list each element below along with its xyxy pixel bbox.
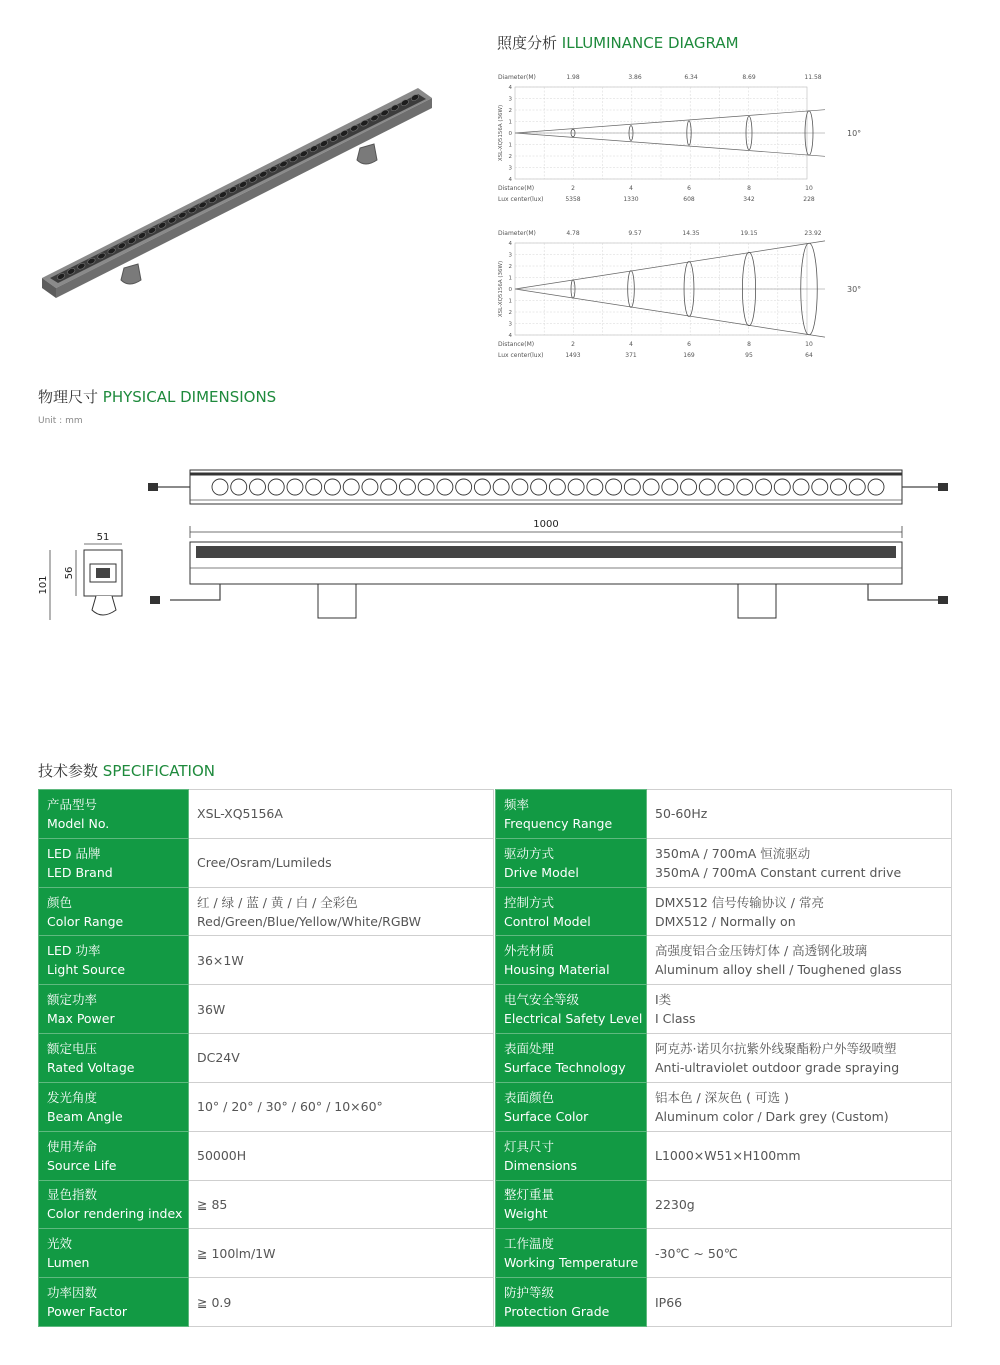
y-tick: 3 bbox=[508, 321, 512, 328]
spec-row bbox=[39, 1180, 952, 1229]
spec-key bbox=[496, 1082, 647, 1131]
spec-key-en: Power Factor bbox=[47, 1304, 128, 1320]
distance-value: 2 bbox=[571, 185, 575, 192]
y-tick: 2 bbox=[508, 264, 512, 270]
spec-key-en: Working Temperature bbox=[504, 1255, 639, 1271]
lux-values bbox=[565, 196, 815, 203]
led-lens bbox=[287, 479, 303, 495]
spec-key bbox=[39, 790, 189, 839]
spec-key-cn: 表面处理 bbox=[504, 1040, 555, 1056]
led-lens bbox=[737, 479, 753, 495]
spec-key-cn: 额定电压 bbox=[47, 1040, 98, 1056]
spec-row bbox=[39, 887, 952, 936]
spec-row bbox=[39, 1082, 952, 1131]
spec-row bbox=[39, 838, 952, 887]
diameter-label: Diameter(M) bbox=[498, 230, 536, 237]
led-lens bbox=[493, 479, 509, 495]
spec-value bbox=[647, 1229, 952, 1278]
y-tick: 2 bbox=[508, 310, 512, 316]
spec-value-line: Aluminum color / Dark grey (Custom) bbox=[655, 1108, 889, 1124]
spec-key-en: Beam Angle bbox=[47, 1108, 123, 1124]
beam-cone bbox=[515, 241, 825, 337]
lux-label: Lux center(lux) bbox=[498, 352, 544, 359]
spec-value bbox=[189, 1131, 494, 1180]
spec-value bbox=[647, 838, 952, 887]
spec-value-line: 36×1W bbox=[197, 952, 244, 968]
spec-key bbox=[496, 1131, 647, 1180]
beam-angle: 10° bbox=[847, 129, 862, 138]
spec-key-en: Surface Color bbox=[504, 1108, 589, 1124]
lux-value: 371 bbox=[625, 352, 637, 359]
connector-left bbox=[148, 483, 158, 491]
distance-value: 2 bbox=[571, 341, 575, 348]
spec-value bbox=[189, 1034, 494, 1083]
spec-table-body bbox=[39, 790, 952, 1327]
spec-value-line: Aluminum alloy shell / Toughened glass bbox=[655, 962, 902, 978]
dimension-drawing bbox=[30, 440, 970, 640]
illuminance-title-en: ILLUMINANCE DIAGRAM bbox=[561, 34, 739, 52]
spec-key-cn: 驱动方式 bbox=[504, 845, 555, 861]
spec-key-en: Lumen bbox=[47, 1255, 90, 1271]
led-lens bbox=[831, 479, 847, 495]
spec-value bbox=[647, 1131, 952, 1180]
y-tick: 4 bbox=[508, 241, 512, 247]
spec-value-line: Anti-ultraviolet outdoor grade spraying bbox=[655, 1059, 900, 1075]
led-lens bbox=[249, 479, 265, 495]
diameter-values bbox=[566, 230, 821, 237]
height-dimension: 101 bbox=[38, 575, 49, 595]
spec-key-en: Rated Voltage bbox=[47, 1059, 135, 1075]
spec-title-en: SPECIFICATION bbox=[102, 762, 215, 780]
spec-key bbox=[496, 838, 647, 887]
y-tick: 1 bbox=[508, 275, 512, 282]
lux-label: Lux center(lux) bbox=[498, 196, 544, 203]
top-view bbox=[148, 470, 948, 504]
led-lens bbox=[418, 479, 434, 495]
product-photo bbox=[38, 85, 438, 305]
spec-value bbox=[189, 887, 494, 936]
distance-value: 4 bbox=[629, 185, 633, 192]
spec-row bbox=[39, 936, 952, 985]
spec-value bbox=[647, 1082, 952, 1131]
spec-key-cn: 工作温度 bbox=[504, 1236, 555, 1252]
spec-key-cn: 使用寿命 bbox=[47, 1138, 98, 1154]
distance-value: 6 bbox=[687, 185, 691, 192]
beam-cone bbox=[515, 110, 825, 157]
lux-value: 95 bbox=[745, 352, 753, 359]
led-lens bbox=[268, 479, 284, 495]
spec-key bbox=[39, 1082, 189, 1131]
y-tick: 1 bbox=[508, 142, 512, 149]
led-lens bbox=[868, 479, 884, 495]
y-ticks bbox=[509, 85, 513, 183]
spec-key-en: LED Brand bbox=[47, 864, 113, 880]
spec-value bbox=[647, 1034, 952, 1083]
spec-value-line: 36W bbox=[197, 1001, 226, 1017]
spec-key-cn: 防护等级 bbox=[504, 1285, 555, 1301]
lux-value: 228 bbox=[803, 196, 815, 203]
spec-key-cn: 产品型号 bbox=[47, 796, 98, 812]
distance-value: 8 bbox=[747, 341, 751, 348]
led-lens bbox=[793, 479, 809, 495]
spec-row bbox=[39, 985, 952, 1034]
diameter-value: 23.92 bbox=[804, 230, 822, 237]
spec-key bbox=[39, 887, 189, 936]
y-tick: 0 bbox=[508, 131, 512, 137]
spec-row bbox=[39, 1131, 952, 1180]
spec-key-cn: 光效 bbox=[47, 1236, 73, 1252]
photo-bracket-right bbox=[357, 144, 377, 164]
led-lens bbox=[212, 479, 228, 495]
distance-label: Distance(M) bbox=[498, 341, 535, 348]
y-ticks bbox=[509, 241, 513, 339]
spec-value-line: -30℃ ~ 50℃ bbox=[655, 1245, 738, 1261]
spec-value bbox=[189, 790, 494, 839]
spec-key-cn: 功率因数 bbox=[47, 1285, 98, 1301]
spec-value-line: 50000H bbox=[197, 1148, 247, 1164]
led-lens bbox=[437, 479, 453, 495]
distance-value: 10 bbox=[805, 341, 813, 348]
spec-table bbox=[38, 789, 952, 1327]
led-lens bbox=[324, 479, 340, 495]
spec-key-en: Max Power bbox=[47, 1011, 115, 1027]
diameter-value: 1.98 bbox=[566, 74, 580, 81]
spec-key bbox=[496, 1180, 647, 1229]
spec-key-en: Weight bbox=[504, 1206, 548, 1222]
spec-row bbox=[39, 1229, 952, 1278]
spec-value bbox=[647, 985, 952, 1034]
spec-value bbox=[647, 790, 952, 839]
y-tick: 4 bbox=[508, 85, 512, 91]
lux-value: 5358 bbox=[565, 196, 581, 203]
spec-key bbox=[39, 1180, 189, 1229]
spec-value bbox=[189, 1278, 494, 1327]
y-tick: 4 bbox=[508, 177, 512, 183]
spec-value bbox=[189, 838, 494, 887]
spec-value-line: 50-60Hz bbox=[655, 806, 708, 822]
diameter-label: Diameter(M) bbox=[498, 74, 536, 81]
spec-key-en: Control Model bbox=[504, 913, 591, 929]
spec-key-en: Light Source bbox=[47, 962, 126, 978]
spec-value-line: XSL-XQ5156A bbox=[197, 806, 283, 822]
spec-value bbox=[647, 887, 952, 936]
cable-plug-left bbox=[150, 596, 160, 604]
beam-angle: 30° bbox=[847, 285, 862, 294]
spec-key-cn: 整灯重量 bbox=[504, 1187, 555, 1203]
connector-right bbox=[938, 483, 948, 491]
spec-key bbox=[39, 1034, 189, 1083]
spec-key-cn: 频率 bbox=[504, 796, 530, 812]
spec-key-en: Surface Technology bbox=[504, 1059, 626, 1075]
spec-key-cn: 控制方式 bbox=[504, 894, 555, 910]
spec-value-line: 10° / 20° / 30° / 60° / 10×60° bbox=[197, 1099, 383, 1115]
spec-value-line: IP66 bbox=[655, 1294, 683, 1310]
spec-value bbox=[647, 936, 952, 985]
led-lens bbox=[662, 479, 678, 495]
led-lens bbox=[231, 479, 247, 495]
led-lens bbox=[849, 479, 865, 495]
diameter-value: 4.78 bbox=[566, 230, 580, 237]
lux-value: 169 bbox=[683, 352, 695, 359]
y-tick: 3 bbox=[508, 252, 512, 259]
led-lens bbox=[306, 479, 322, 495]
spec-value-line: Ⅰ Class bbox=[655, 1011, 696, 1027]
spec-key-cn: 颜色 bbox=[47, 894, 73, 910]
side-view bbox=[150, 542, 948, 618]
spec-key-cn: 外壳材质 bbox=[504, 943, 555, 959]
led-lens bbox=[381, 479, 397, 495]
led-lens bbox=[456, 479, 472, 495]
led-lens bbox=[362, 479, 378, 495]
spec-row bbox=[39, 1034, 952, 1083]
spec-key-en: Protection Grade bbox=[504, 1304, 610, 1320]
spec-key-cn: LED 品牌 bbox=[47, 845, 101, 861]
led-lens bbox=[568, 479, 584, 495]
led-lens bbox=[587, 479, 603, 495]
y-tick: 2 bbox=[508, 154, 512, 160]
spec-key bbox=[496, 790, 647, 839]
spec-value-line: DMX512 / Normally on bbox=[655, 913, 796, 929]
spec-key-cn: LED 功率 bbox=[47, 943, 101, 959]
spec-key-en: Color rendering index bbox=[47, 1206, 183, 1222]
distance-value: 4 bbox=[629, 341, 633, 348]
illuminance-diagram-10 bbox=[495, 70, 875, 205]
led-lens bbox=[512, 479, 528, 495]
spec-key bbox=[39, 936, 189, 985]
illuminance-diagram-30 bbox=[495, 226, 875, 361]
spec-value-line: 2230g bbox=[655, 1196, 695, 1212]
spec-value-line: 高强度铝合金压铸灯体 / 高透钢化玻璃 bbox=[655, 943, 868, 959]
spec-value-line: Cree/Osram/Lumileds bbox=[197, 855, 332, 871]
spec-key-en: Drive Model bbox=[504, 864, 579, 880]
spec-row bbox=[39, 790, 952, 839]
spec-key-en: Model No. bbox=[47, 815, 110, 831]
led-lens bbox=[699, 479, 715, 495]
spec-value-line: Ⅰ类 bbox=[655, 992, 672, 1008]
spec-key bbox=[496, 887, 647, 936]
distance-value: 10 bbox=[805, 185, 813, 192]
spec-key bbox=[39, 1131, 189, 1180]
led-lens bbox=[343, 479, 359, 495]
unit-label: Unit : mm bbox=[38, 416, 83, 426]
spec-value-line: Red/Green/Blue/Yellow/White/RGBW bbox=[197, 913, 422, 929]
lux-value: 1330 bbox=[623, 196, 639, 203]
led-lens bbox=[399, 479, 415, 495]
spec-value-line: DC24V bbox=[197, 1050, 240, 1066]
spec-value bbox=[189, 936, 494, 985]
led-lens bbox=[718, 479, 734, 495]
diameter-value: 9.57 bbox=[628, 230, 642, 237]
spec-key bbox=[496, 1034, 647, 1083]
diameter-value: 11.58 bbox=[804, 74, 822, 81]
spec-value-line: 350mA / 700mA 恒流驱动 bbox=[655, 845, 811, 861]
spec-value-line: L1000×W51×H100mm bbox=[655, 1148, 801, 1164]
diameter-value: 8.69 bbox=[742, 74, 756, 81]
led-lens bbox=[531, 479, 547, 495]
distance-label: Distance(M) bbox=[498, 185, 535, 192]
spec-key bbox=[496, 1278, 647, 1327]
spec-title bbox=[38, 760, 215, 781]
bracket-left bbox=[318, 584, 356, 618]
y-tick: 4 bbox=[508, 333, 512, 339]
y-tick: 3 bbox=[508, 165, 512, 172]
spec-key bbox=[496, 936, 647, 985]
spec-key bbox=[496, 1229, 647, 1278]
spec-key bbox=[39, 985, 189, 1034]
lux-value: 1493 bbox=[565, 352, 581, 359]
lux-value: 342 bbox=[743, 196, 755, 203]
illuminance-title-cn: 照度分析 bbox=[497, 34, 558, 52]
distance-value: 8 bbox=[747, 185, 751, 192]
spec-row bbox=[39, 1278, 952, 1327]
spec-value bbox=[647, 1278, 952, 1327]
illuminance-title bbox=[497, 32, 739, 53]
length-dimension: 1000 bbox=[533, 519, 559, 530]
physical-title-cn: 物理尺寸 bbox=[38, 388, 99, 406]
led-lens bbox=[643, 479, 659, 495]
led-lens bbox=[756, 479, 772, 495]
physical-title bbox=[38, 386, 276, 407]
led-lens bbox=[774, 479, 790, 495]
spec-value-line: ≧ 100lm/1W bbox=[197, 1245, 276, 1261]
led-lens bbox=[549, 479, 565, 495]
led-lens bbox=[474, 479, 490, 495]
spec-key-cn: 灯具尺寸 bbox=[504, 1138, 555, 1154]
spec-key-cn: 表面颜色 bbox=[504, 1089, 555, 1105]
photo-bracket-left bbox=[121, 264, 141, 284]
diameter-value: 14.35 bbox=[682, 230, 700, 237]
spec-key-en: Dimensions bbox=[504, 1157, 577, 1173]
spec-key-cn: 发光角度 bbox=[47, 1089, 98, 1105]
spec-key-en: Electrical Safety Level bbox=[504, 1011, 643, 1027]
physical-title-en: PHYSICAL DIMENSIONS bbox=[102, 388, 277, 406]
spec-value-line: 阿克苏·诺贝尔抗紫外线聚酯粉户外等级喷塑 bbox=[655, 1040, 897, 1056]
spec-key-en: Source Life bbox=[47, 1157, 117, 1173]
diameter-value: 6.34 bbox=[684, 74, 698, 81]
diameter-values bbox=[566, 74, 821, 81]
spec-key bbox=[39, 838, 189, 887]
spec-value bbox=[189, 1229, 494, 1278]
y-tick: 1 bbox=[508, 119, 512, 126]
spec-key bbox=[496, 985, 647, 1034]
spec-value-line: ≧ 85 bbox=[197, 1196, 228, 1212]
spec-key-en: Color Range bbox=[47, 913, 124, 929]
spec-value-line: 350mA / 700mA Constant current drive bbox=[655, 864, 902, 880]
distance-values bbox=[571, 341, 813, 348]
y-tick: 1 bbox=[508, 298, 512, 305]
distance-values bbox=[571, 185, 813, 192]
model-label: XSL-XQ5156A (36W) bbox=[498, 104, 504, 162]
bracket-right bbox=[738, 584, 776, 618]
spec-key-en: Housing Material bbox=[504, 962, 610, 978]
spec-value bbox=[189, 985, 494, 1034]
lux-value: 64 bbox=[805, 352, 813, 359]
led-lens bbox=[624, 479, 640, 495]
spec-value-line: 铝本色 / 深灰色 ( 可选 ) bbox=[655, 1089, 789, 1105]
y-tick: 0 bbox=[508, 287, 512, 293]
lens-strip bbox=[196, 546, 896, 558]
lux-values bbox=[565, 352, 813, 359]
spec-key bbox=[39, 1278, 189, 1327]
model-label: XSL-XQ5156A (36W) bbox=[498, 260, 504, 318]
led-lens bbox=[606, 479, 622, 495]
distance-value: 6 bbox=[687, 341, 691, 348]
cable-plug-right bbox=[938, 596, 948, 604]
spec-value-line: ≧ 0.9 bbox=[197, 1294, 232, 1310]
spec-value bbox=[189, 1180, 494, 1229]
led-lens bbox=[681, 479, 697, 495]
spec-key-cn: 额定功率 bbox=[47, 992, 98, 1008]
diameter-value: 3.86 bbox=[628, 74, 642, 81]
width-dimension: 51 bbox=[96, 532, 110, 543]
spec-key bbox=[39, 1229, 189, 1278]
spec-value-line: 红 / 绿 / 蓝 / 黄 / 白 / 全彩色 bbox=[197, 894, 358, 910]
spec-value bbox=[189, 1082, 494, 1131]
spec-value-line: DMX512 信号传输协议 / 常亮 bbox=[655, 894, 824, 910]
lux-value: 608 bbox=[683, 196, 695, 203]
spec-key-cn: 显色指数 bbox=[47, 1187, 98, 1203]
y-tick: 3 bbox=[508, 96, 512, 103]
y-tick: 2 bbox=[508, 108, 512, 114]
led-lens bbox=[812, 479, 828, 495]
end-view bbox=[38, 532, 122, 620]
spec-key-cn: 电气安全等级 bbox=[504, 992, 580, 1008]
spec-title-cn: 技术参数 bbox=[38, 762, 99, 780]
spec-value bbox=[647, 1180, 952, 1229]
spec-key-en: Frequency Range bbox=[504, 815, 613, 831]
diameter-value: 19.15 bbox=[740, 230, 758, 237]
body-dimension: 56 bbox=[64, 566, 75, 580]
